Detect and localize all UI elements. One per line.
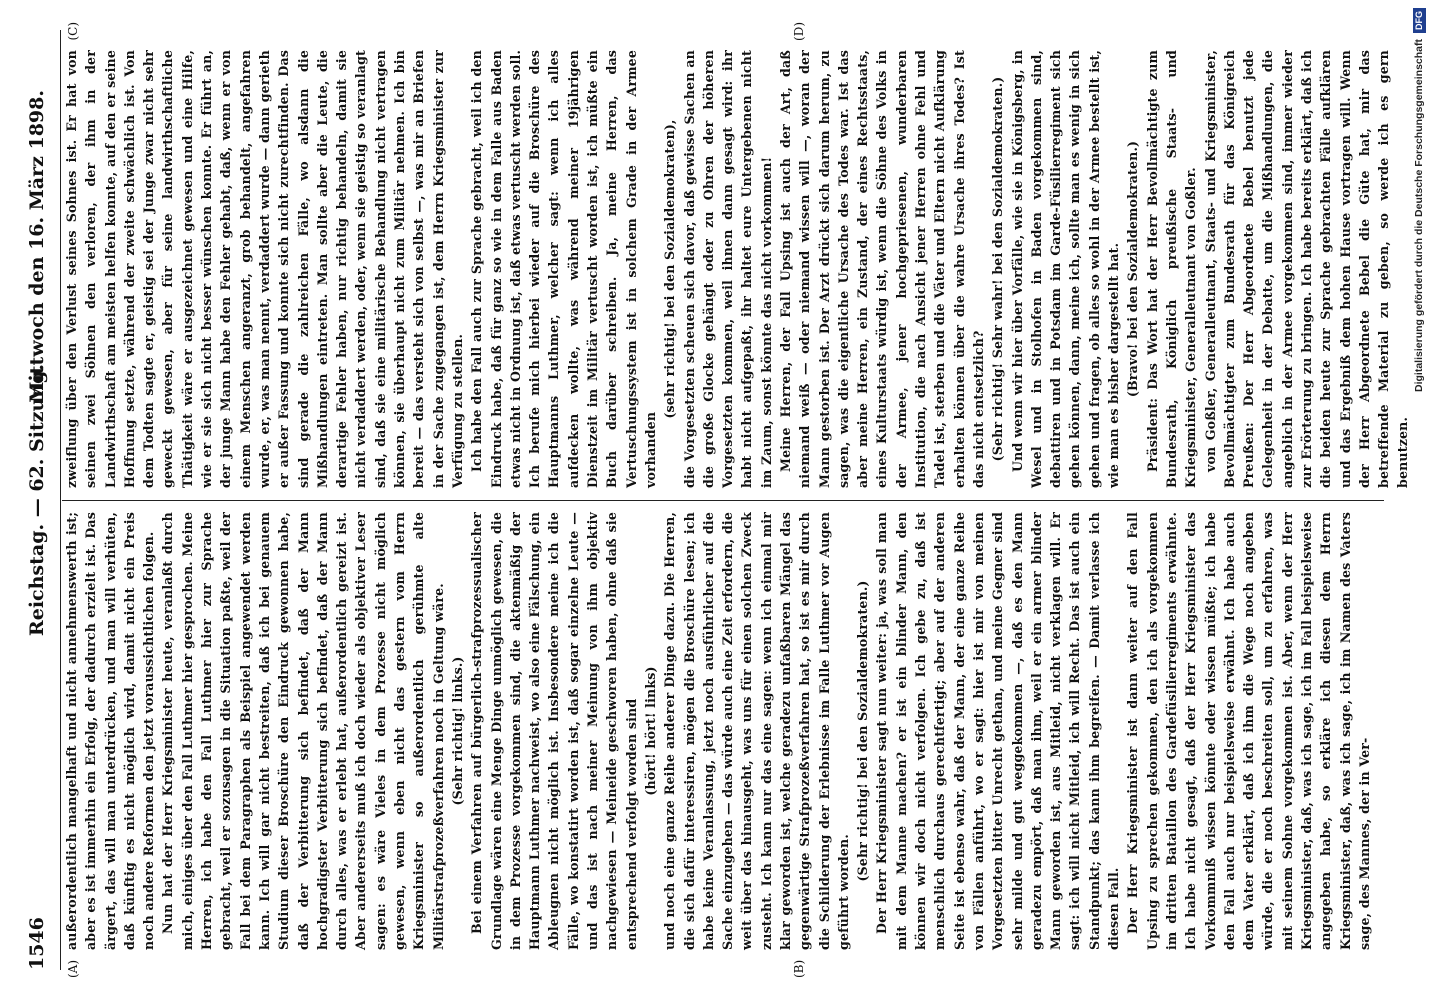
header-right [26,30,48,970]
dfg-logo: DFG [1413,8,1426,33]
paragraph: Der Herr Kriegsminister sagt nun weiter: ja, was soll man mit dem Manne machen? er ist ein blinder Mann, den können wir doch nicht verfolgen. Ich gebe zu, daß ist menschlich durchaus gerechtfertigt; aber auf der anderen Seite ist ebenso wahr, daß der Mann, der eine ganze Reihe von Fällen anführt, wo er sagt: hier ist mir von meinen Vorgesetzten bitter Unrecht gethan, und meine Gegner sind sehr milde und gut weggekommen —, daß es den Mann geradezu empört, daß man ihm, weil er ein armer blinder Mann geworden ist, aus Mitleid, nicht verklagen will. Er sagt: ich will nicht Mitleid, ich will Recht. Das ist auch ein Standpunkt; das kann ihm begreifen. — Damit verlasse ich diesen Fall. [874,512,1122,950]
credit-line [1406,8,1432,998]
interjection: (hört! hört! links) [642,666,658,796]
speaker-paragraph: von Goßler, Generalleutnant, Staats- und Kriegsminister, Bevollmächtigter zum Bundesrath für das Königreich Preußen: Der Herr Abgeordnete Bebel benutzt jede Gelegenheit in der Debatte, um die Mißhandlungen, die angeblich in der Armee vorgekommen sind, immer wieder zur Erörterung zu bringen. Ich habe bereits erklärt, daß ich die beiden heute zur Sprache gebrachten Fälle aufklären und das Ergebniß dem hohen Hause vortragen will. Wenn der Herr Abgeordnete Bebel die Güte hat, mir das betreffende Material zu geben, so werde ich es gern benutzen. [1202,50,1411,488]
paragraph: Und wenn wir hier über Vorfälle, wie sie in Königsberg, in Wesel und in Stolhofen in Baden vorgekommen sind, debattiren und in Potsdam im Garde-Füsilierregiment sich gehen können, dann, meine ich, sollte man es wenig in sich gehen und fragen, ob alles so wohl in der Armee bestellt ist, wie man es bisher dargestellt hat. [1009,50,1122,488]
paragraph: Nun hat der Herr Kriegsminister heute, veranlaßt durch mich, einiges über den Fall Luthmer hier gesprochen. Meine Herren, ich habe den Fall Luthmer hier zur Sprache gebracht, weil er sozusagen in die Situation paßte, weil der Fall bei dem Paragraphen als Beispiel angewendet werden kann. Ich will gar nicht bestreiten, daß ich bei genauem Studium dieser Broschüre den Eindruck gewonnen habe, daß der Verbitterung sich befindet, daß der Mann hochgradigster Verbitterung sich befindet, daß der Mann durch alles, was er erlebt hat, außerordentlich gereizt ist. Aber andererseits muß ich doch wieder als objektiver Leser sagen: es wäre Vieles in dem Prozesse nicht möglich gewesen, wenn eben nicht das gestern vom Herrn Kriegsminister so außerordentlich gerühmte alte Militärstrafprozeßverfahren noch in Geltung wäre. [160,512,446,950]
column-divider [62,500,1384,501]
interjection: (Sehr richtig! Sehr wahr! bei den Sozialdemokraten.) [990,76,1006,462]
margin-marker-c: (C) [66,22,80,41]
speaker-paragraph: Präsident: Das Wort hat der Herr Bevollmächtigte zum Bundesrath, Königlich preußische Staats- und Kriegsminister, Generalleutnant von Goßler. [1144,50,1199,488]
paragraph: Bei einem Verfahren auf bürgerlich-strafprozessualischer Grundlage wären eine Menge Dinge unmöglich gewesen, die in dem Prozesse vorgekommen sind, die aktenmäßig der Hauptmann Luthmer nachweist, wo also eine Fälschung, ein Ableugnen nicht möglich ist. Insbesondere meine ich die Fälle, wo konstatirt worden ist, daß sogar einzelne Leute — und das ist nach meiner Meinung von ihm objektiv nachgewiesen — Meineide geschworen haben, ohne daß sie entsprechend verfolgt worden sind [469,512,639,950]
interjection: (Bravo! bei den Sozialdemokraten.) [1125,140,1141,398]
right-column [62,50,1411,488]
page-header [16,30,61,970]
paragraph: Ich habe den Fall auch zur Sprache gebracht, weil ich den Eindruck habe, daß für ganz so wie in dem Falle aus Baden etwas nicht in Ordnung ist, daß etwas vertuscht werden soll. Ich berufe mich hierbei wieder auf die Broschüre des Hauptmanns Luthmer, welcher sagt: wenn ich alles aufdecken wollte, was während meiner 19jährigen Dienstzeit im Militär vertuscht worden ist, ich müßte ein Buch darüber schreiben. Ja, meine Herren, das Vertuschungssystem ist in solchem Grade in der Armee vorhanden [469,50,658,488]
digitization-credit-bar [1406,8,1432,998]
paragraph: und noch eine ganze Reihe anderer Dinge dazu. Die Herren, die sich dafür interessiren, mögen die Broschüre lesen; ich habe keine Veranlassung, jetzt noch ausführlicher auf die Sache einzugehen — das würde auch eine Zeit erfordern, die weit über das hinausgeht, was uns für einen solchen Zweck zusteht. Ich kann nur das eine sagen: wenn ich einmal mir klar geworden ist, welche geradezu unfaßbaren Mängel das gegenwärtige Strafprozeßverfahren hat, so ist es mir durch die Schilderung der Erlebnisse im Falle Luthmer vor Augen geführt worden. [662,512,851,950]
text-columns [62,22,1411,978]
margin-marker-d: (D) [792,22,806,41]
paragraph: die Vorgesetzten scheuen sich davor, daß gewisse Sachen an die große Glocke gehängt oder zu Ohren der höheren Vorgesetzten kommen, weil ihnen dann gesagt wird: ihr habt nicht aufgepaßt, ihr haltet eure Untergebenen nicht im Zaum, sonst könnte das nicht vorkommen! [681,50,774,488]
margin-marker-b: (B) [792,959,806,978]
paragraph: außerordentlich mangelhaft und nicht annehmenswerth ist; aber es ist immerhin ein Erfolg, der dadurch erzielt ist. Das ärgert, das will man unterdrücken, und man will verhüten, daß künftig es nicht möglich wird, damit nicht ein Preis noch andere Reformen den jetzt voraussichtlichen folgen. [64,512,157,950]
interjection: (Sehr richtig! links.) [449,656,465,806]
session-date: Mittwoch den 16. März 1898. [26,90,48,403]
interjection: (sehr richtig! bei den Sozialdemokraten), [662,119,678,419]
paragraph: Der Herr Kriegsminister ist dann weiter auf den Fall Upsing zu sprechen gekommen, den ich als vorgekommen im dritten Bataillon des Gardefüsilierregiments erwähnte. Ich habe nicht gesagt, daß der Herr Kriegsminister das Vorkommniß wissen könnte oder wissen müßte; ich habe den Fall auch nur beispielsweise erwähnt. Ich habe auch dem Vater erklärt, daß ich ihm die Wege noch angeben würde, die er noch beschreiten soll, um zu erfahren, was mit seinem Sohne vorgekommen ist. Aber, wenn der Herr Kriegsminister, daß, was ich sage, ich im Fall beispielsweise angegeben habe, so erkläre ich diesen dem Herrn Kriegsminister, daß, was ich sage, ich im Namen des Vaters sage, des Mannes, der in Ver- [1125,512,1372,950]
session-title: Reichstag. — 62. Sitzung. [26,363,48,637]
paragraph: zweiflung über den Verlust seines Sohnes ist. Er hat von seinen zwei Söhnen den verloren, der ihm in der Landwirthschaft am meisten helfen konnte, auf den er seine Hoffnung setzte, während der zweite schwächlich ist. Von dem Todten sagte er, geistig sei der Junge zwar nicht sehr geweckt gewesen, aber für seine landwirthschaftliche Thätigkeit wäre er ausgezeichnet gewesen und eine Hilfe, wie er sie sich nicht besser wünschen konnte. Er führt an, der junge Mann habe den Fehler gehabt, daß, wenn er von einem Menschen angeranzt, grob behandelt, angefahren wurde, er, was man nennt, verdaddert wurde — dann gerieth er außer Fassung und konnte sich nicht zurechtfinden. Das sind gerade die zahlreichen Fälle, wo alsdann die Mißhandlungen eintreten. Man sollte aber die Leute, die derartige Fehler haben, nur richtig behandeln, damit sie nicht verdaddert werden, oder, wenn sie geistig so veranlagt sind, daß sie eine militärische Behandlung nicht vertragen können, sie überhaupt nicht zum Militär nehmen. Ich bin bereit — das versteht sich von selbst —, was mir an Briefen in der Sache zugegangen ist, dem Herrn Kriegsminister zur Verfügung zu stellen. [64,50,465,488]
margin-marker-a: (A) [66,959,80,978]
interjection: (Sehr richtig! bei den Sozialdemokraten.) [855,580,871,882]
credit-text: Digitalisierung gefördert durch die Deutsche Forschungsgemeinschaft [1413,39,1425,392]
paragraph: Meine Herren, der Fall Upsing ist auch der Art, daß niemand weiß — oder niemand wissen will —, woran der Mann gestorben ist. Der Arzt drückt sich darum herum, zu sagen, was die eigentliche Ursache des Todes war. Ist das aber meine Herren, ein Zustand, der eines Rechtsstaats, eines Kulturstaats würdig ist, wenn die Söhne des Volks in der Armee, jener hochgepriesenen, wunderbaren Institution, die nach Ansicht jener Herren ohne Fehl und Tadel ist, sterben und die Väter und Eltern nicht Aufklärung erhalten können über die wahre Ursache ihres Todes? Ist das nicht entsetzlich? [777,50,986,488]
page-number: 1546 [26,917,48,970]
left-column [62,512,1384,950]
